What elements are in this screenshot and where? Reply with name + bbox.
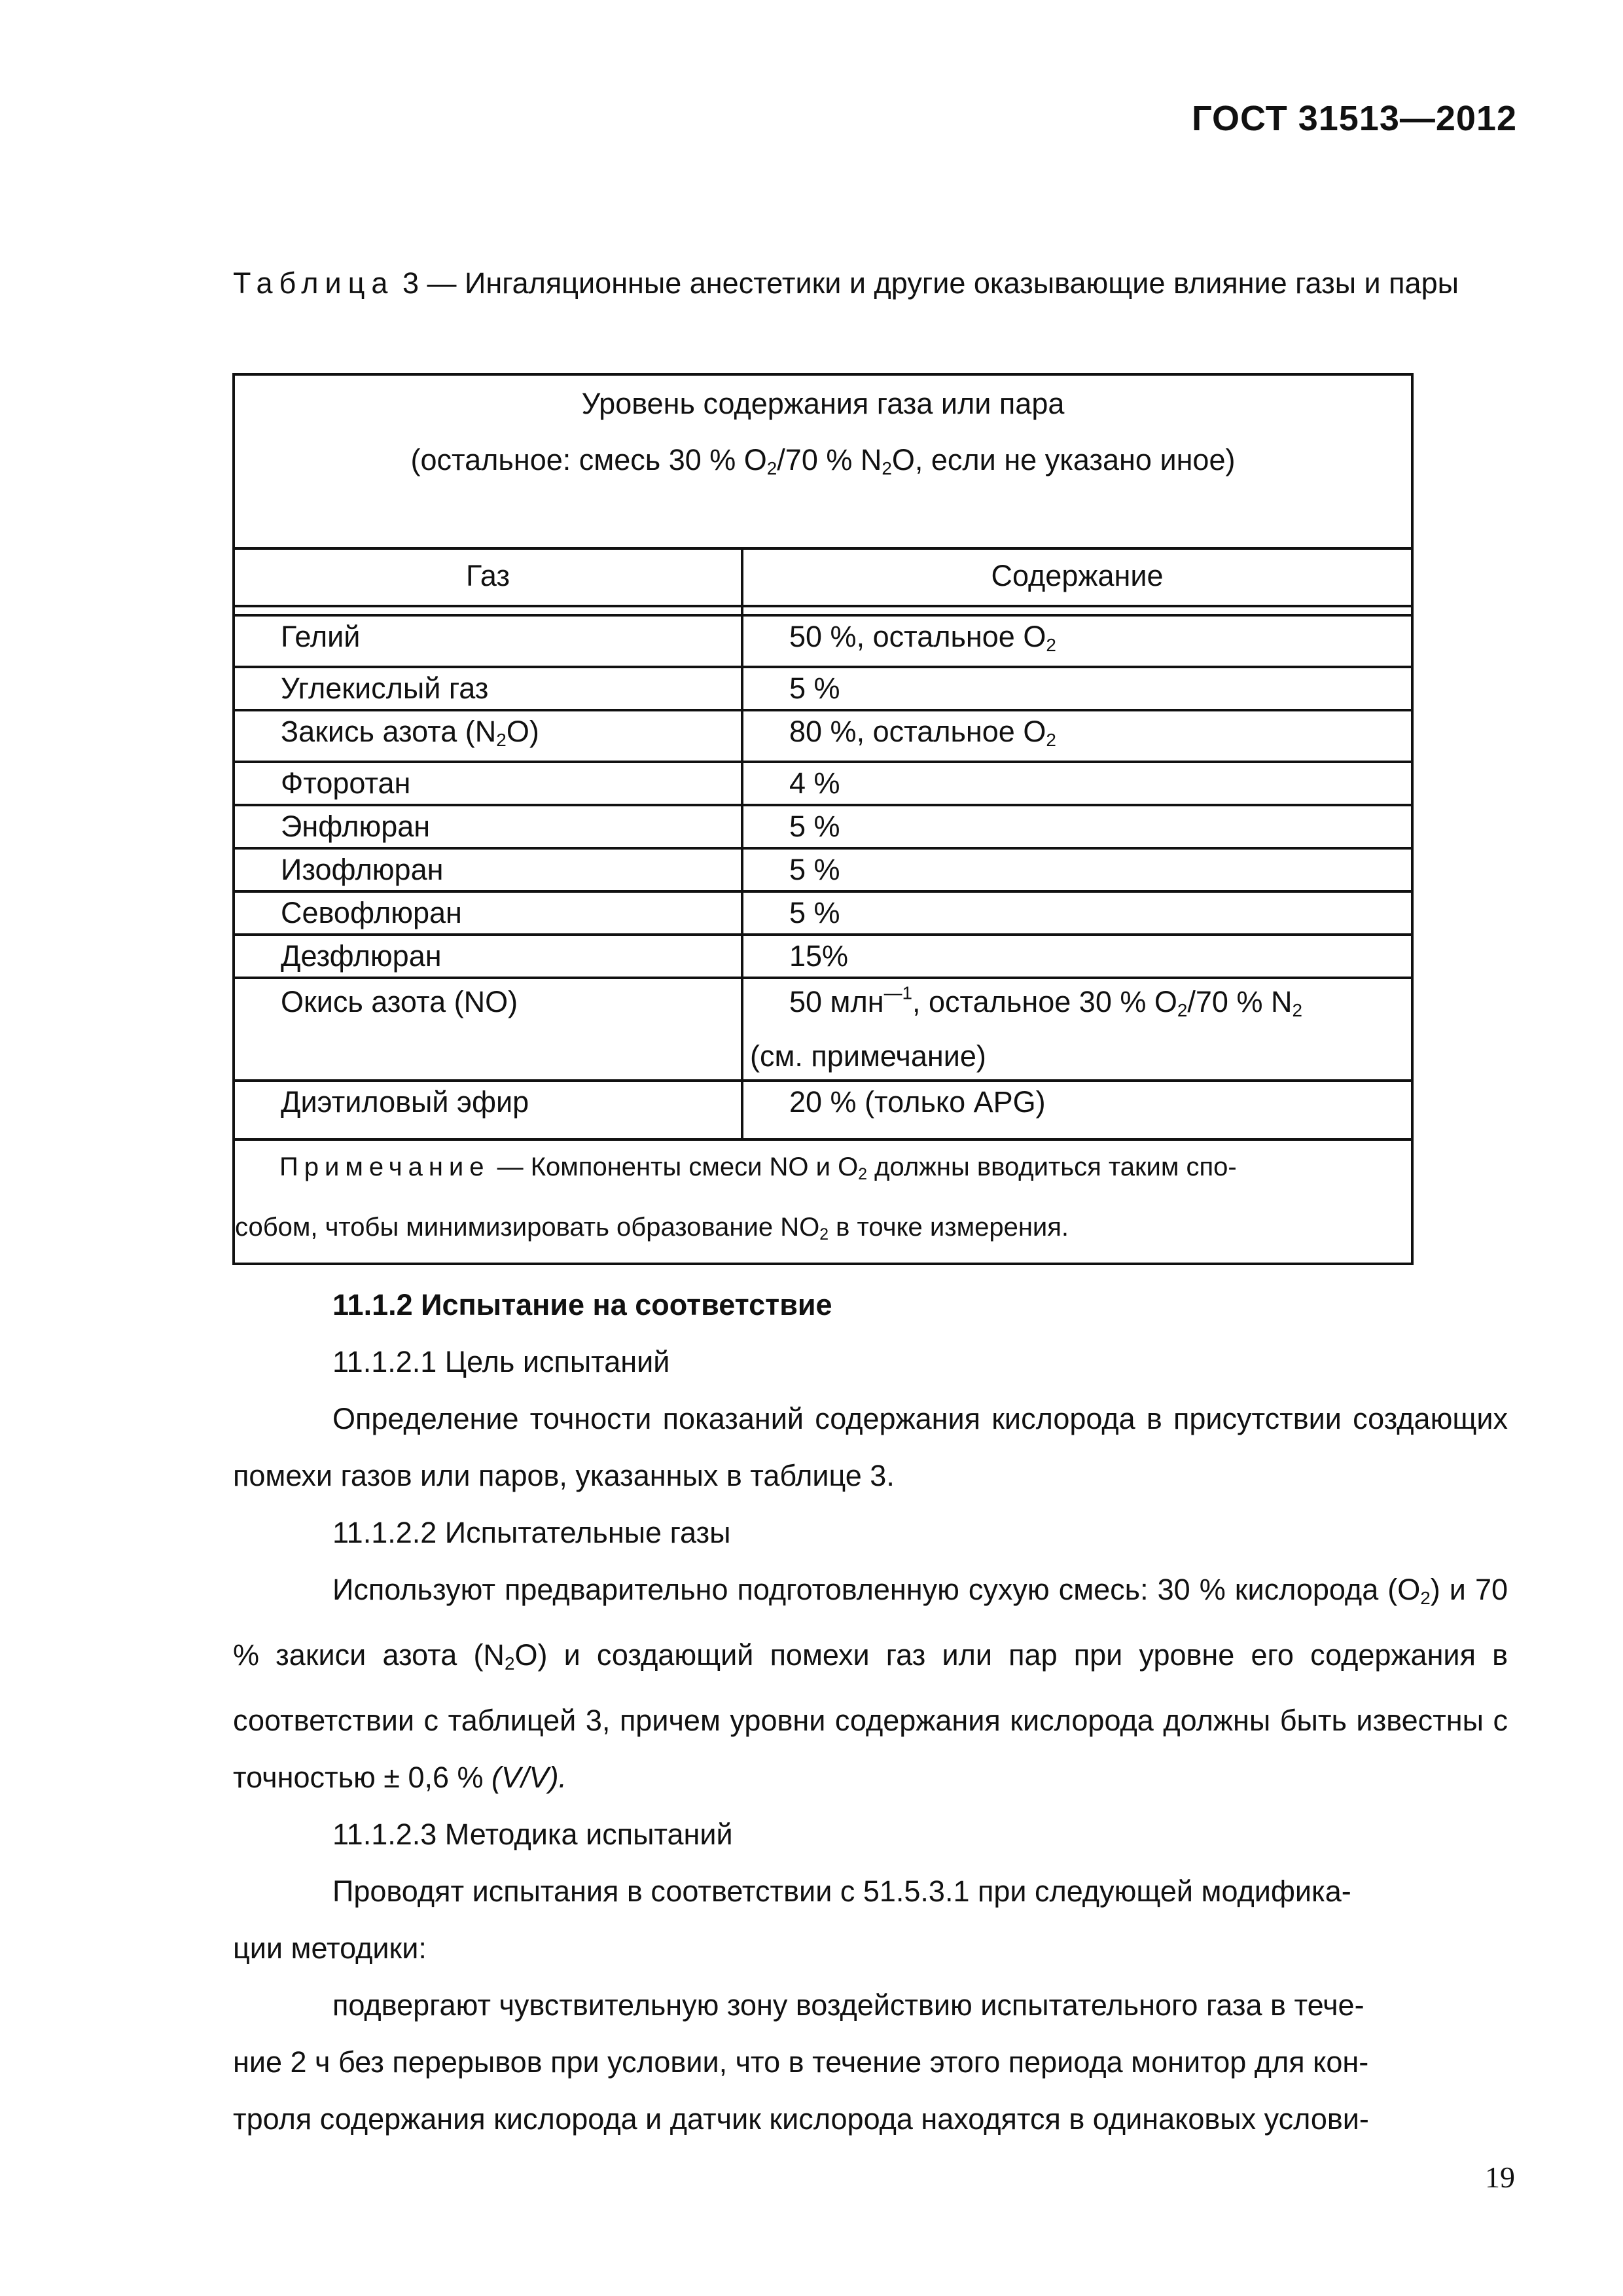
paragraph-11-1-2-1: Определение точности показаний содержания кислорода в присутствии создающих помехи газов или паров, указанных в таблице 3.	[233, 1402, 1508, 1492]
subsection-heading-11-1-2-3: 11.1.2.3 Методика испытаний	[332, 1817, 733, 1851]
subsection-heading-11-1-2-2: 11.1.2.2 Испытательные газы	[332, 1516, 731, 1549]
gas-name: Изофлюран	[234, 848, 742, 891]
gas-content: 50 %, остальное $O_2$	[742, 615, 1412, 667]
gas-content: 5 %	[742, 667, 1412, 710]
gas-name: Углекислый газ	[234, 667, 742, 710]
table-row	[234, 615, 1412, 667]
table-caption	[233, 255, 1519, 312]
gas-content: 50 млн$^{—1}$, остальное 30 % $O_2/70$ % $N_2$ (см. примечание)	[742, 978, 1412, 1081]
table-note: Примечание — Компоненты смеси NO и $O_2$ должны вводиться таким спо- собом, чтобы минимизировать образование $NO_2$ в точке измерения.	[234, 1139, 1412, 1264]
gas-content-note-ref: (см. примечание)	[750, 1039, 986, 1073]
table-title-cell	[234, 374, 1412, 548]
table-caption-text: 3 — Ингаляционные анестетики и другие оказывающие влияние газы и пары	[402, 266, 1459, 300]
table-note-word: Примечание	[279, 1152, 490, 1181]
paragraph-11-1-2-3-line1: Проводят испытания в соответствии с 51.5.3.1 при следующей модифика-	[332, 1874, 1351, 1908]
paragraph-procedure-line2: ние 2 ч без перерывов при условии, что в течение этого периода монитор для кон-	[233, 2045, 1369, 2079]
page-number: 19	[1485, 2161, 1515, 2194]
table-row	[234, 891, 1412, 935]
table-row	[234, 710, 1412, 762]
gas-content: 4 %	[742, 762, 1412, 805]
document-code-header: ГОСТ 31513—2012	[1192, 99, 1517, 138]
table-title-line1: Уровень содержания газа или пара	[581, 387, 1065, 420]
gas-name: Севофлюран	[234, 891, 742, 935]
table-row	[234, 935, 1412, 978]
gas-content: 80 %, остальное $O_2$	[742, 710, 1412, 762]
gas-name: Фторотан	[234, 762, 742, 805]
section-heading-11-1-2: 11.1.2 Испытание на соответствие	[332, 1288, 832, 1321]
gas-name: Гелий	[234, 615, 742, 667]
gas-name: Окись азота (NO)	[234, 978, 742, 1081]
subsection-heading-11-1-2-1: 11.1.2.1 Цель испытаний	[332, 1345, 670, 1378]
gas-content-table	[232, 373, 1414, 1265]
table-row	[234, 1081, 1412, 1139]
paragraph-11-1-2-3-line2: ции методики:	[233, 1931, 427, 1965]
table-row	[234, 848, 1412, 891]
gas-content: 20 % (только APG)	[742, 1081, 1412, 1139]
gas-name: Дезфлюран	[234, 935, 742, 978]
table-row	[234, 667, 1412, 710]
table-caption-word: Таблица	[233, 266, 395, 300]
paragraph-procedure-line1: подвергают чувствительную зону воздействию испытательного газа в тече-	[332, 1988, 1364, 2022]
gas-name: Энфлюран	[234, 805, 742, 848]
table-row	[234, 805, 1412, 848]
gas-content: 15%	[742, 935, 1412, 978]
table-title-line2: (остальное: смесь 30 % $O_2/70$ % $N_2O$, если не указано иное)	[410, 443, 1236, 478]
paragraph-11-1-2-2: Используют предварительно подготовленную сухую смесь: 30 % кислорода $(O_2)$ и 70 % закиси азота $(N_2O)$ и создающий помехи газ или пар при уровне его содержания в соответствии с таблицей 3, причем уровни содержания кислорода должны быть известны с точностью ± 0,6 % (V/V).	[233, 1573, 1508, 1794]
paragraph-procedure-line3: троля содержания кислорода и датчик кислорода находятся в одинаковых услови-	[233, 2102, 1369, 2136]
gas-name: Диэтиловый эфир	[234, 1081, 742, 1139]
gas-name: Закись азота $(N_2O)$	[234, 710, 742, 762]
table-row	[234, 762, 1412, 805]
table-row	[234, 978, 1412, 1081]
section-body	[233, 1276, 1508, 2147]
column-header-gas: Газ	[234, 548, 742, 606]
gas-content: 5 %	[742, 848, 1412, 891]
gas-content: 5 %	[742, 891, 1412, 935]
gas-content: 5 %	[742, 805, 1412, 848]
column-header-content: Содержание	[742, 548, 1412, 606]
